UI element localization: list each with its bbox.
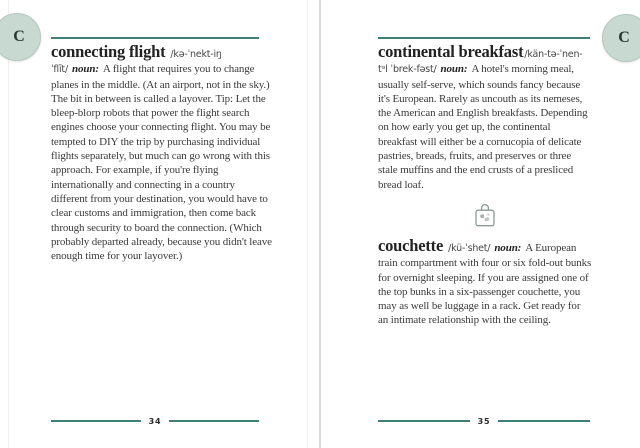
left-page [9,0,319,448]
section-rule [51,37,259,39]
pronunciation: /kə-ˈnekt-iŋ ˈflīt/ [51,49,222,76]
pronunciation: /kü-ˈshet/ [448,242,491,254]
headword: couchette [378,235,444,255]
section-rule [378,37,590,39]
folio-rule-left [51,420,141,422]
left-text-block [51,42,272,263]
pronunciation: /kän-tə-ˈnen-tᵊl ˈbrek-fəst/ [378,49,583,76]
part-of-speech: noun: [494,241,522,254]
entry-connecting-flight [51,42,272,263]
right-page [321,0,640,448]
folio [51,414,259,428]
definition-text: A flight that requires you to change planes in the middle. (At an airport, not in the sky.) The bit in between is called a layover. Tip: Let the bleep-blorp robots that power the flight search engines choose your connecting flight. You may be tempted to DIY the trip by purchasing individual flights separately, but much can go wrong with this approach. For example, if you're flying internationally and connecting in a country different from your destination, you would have to clear customs and immigration, then come back through security to board the connection. (Which probably departed already, because you didn't leave enough time for your layover.) [51,63,272,263]
entry-couchette [378,235,592,328]
part-of-speech: noun: [71,63,99,76]
definition-text: A hotel's morning meal, usually self-serve, which sounds fancy because it's European. Rarely as uncouth as its nemeses, the American and English breakfasts. Depending on how early you get up, the continental breakfast will either be a cornucopia of delicate pastries, breads, fruits, and preserves or three stale muffins and the end crusts of a presliced bread loaf. [378,63,588,191]
letter-tab-label: C [618,29,630,46]
folio [378,414,590,428]
folio-rule-right [498,420,590,422]
letter-tab-right [602,14,640,62]
right-text-block [378,42,592,328]
suitcase-icon [473,203,497,229]
entry-divider [378,203,592,229]
folio-rule-right [169,420,259,422]
letter-tab-left [0,13,41,61]
definition-text: A European train compartment with four or six fold-out bunks for overnight sleeping. If you are assigned one of the top bunks in a six-passenger couchette, you may as well be luggage in a rack. Get ready for an intimate relationship with the ceiling. [378,241,592,327]
part-of-speech: noun: [440,63,468,76]
letter-tab-label: C [13,28,25,45]
entry-continental-breakfast [378,42,592,192]
headword: continental breakfast [378,42,524,61]
headword: connecting flight [51,42,166,61]
folio-rule-left [378,420,470,422]
page-number: 35 [477,416,491,426]
page-number: 34 [148,416,162,426]
